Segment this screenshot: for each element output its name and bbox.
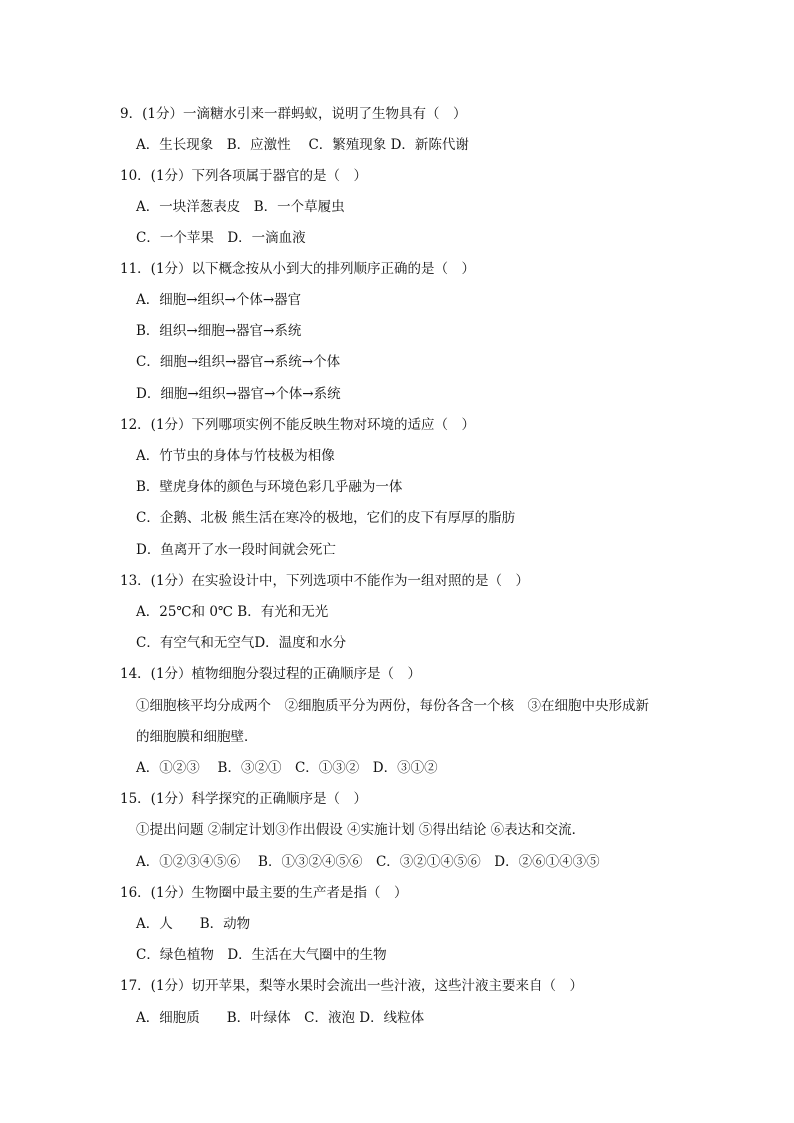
question-14-statements-line-2: 的细胞膜和细胞壁． [136,729,258,745]
question-13-options-row-2: C．有空气和无空气D．温度和水分 [136,635,347,651]
question-17-stem: 17．(1分）切开苹果，梨等水果时会流出一些汁液，这些汁液主要来自（ ） [120,978,584,994]
question-9-options: A．生长现象 B．应激性 C．繁殖现象 D．新陈代谢 [136,137,469,153]
question-16-stem: 16．(1分）生物圈中最主要的生产者是指（ ） [120,885,408,901]
question-10-options-row-1: A．一块洋葱表皮 B．一个草履虫 [136,199,345,215]
question-11-option-d: D．细胞→组织→器官→个体→系统 [136,386,341,402]
question-13-options-row-1: A．25℃和 0℃ B．有光和无光 [136,604,329,620]
question-11-option-a: A．细胞→组织→个体→器官 [136,292,302,308]
question-12-option-d: D．鱼离开了水一段时间就会死亡 [136,542,336,558]
question-11-stem: 11．(1分）以下概念按从小到大的排列顺序正确的是（ ） [120,261,476,277]
question-12-option-c: C．企鹅、北极 熊生活在寒冷的极地，它们的皮下有厚厚的脂肪 [136,510,516,526]
question-14-statements-line-1: ①细胞核平均分成两个 ②细胞质平分为两份，每份各含一个核 ③在细胞中央形成新 [136,698,649,714]
question-11-option-b: B．组织→细胞→器官→系统 [136,323,302,339]
question-14-options: A．①②③ B．③②① C．①③② D．③①② [136,760,438,776]
question-12-stem: 12．(1分）下列哪项实例不能反映生物对环境的适应（ ） [120,417,476,433]
question-12-option-a: A．竹节虫的身体与竹枝极为相像 [136,448,335,464]
question-10-options-row-2: C．一个苹果 D．一滴血液 [136,230,306,246]
question-9-stem: 9．(1分）一滴糖水引来一群蚂蚁，说明了生物具有（ ） [120,106,467,122]
question-10-stem: 10．(1分）下列各项属于器官的是（ ） [120,168,368,184]
question-11-option-c: C．细胞→组织→器官→系统→个体 [136,354,341,370]
question-15-options: A．①②③④⑤⑥ B．①③②④⑤⑥ C．③②①④⑤⑥ D．②⑥①④③⑤ [136,854,600,870]
question-17-options: A．细胞质 B．叶绿体 C．液泡 D．线粒体 [136,1010,425,1026]
question-12-option-b: B．壁虎身体的颜色与环境色彩几乎融为一体 [136,479,403,495]
question-16-options-row-1: A．人 B．动物 [136,916,251,932]
question-15-stem: 15．(1分）科学探究的正确顺序是（ ） [120,791,368,807]
question-16-options-row-2: C．绿色植物 D．生活在大气圈中的生物 [136,947,387,963]
question-15-statements: ①提出问题 ②制定计划③作出假设 ④实施计划 ⑤得出结论 ⑥表达和交流． [136,822,586,838]
question-13-stem: 13．(1分）在实验设计中，下列选项中不能作为一组对照的是（ ） [120,573,530,589]
question-14-stem: 14．(1分）植物细胞分裂过程的正确顺序是（ ） [120,666,422,682]
